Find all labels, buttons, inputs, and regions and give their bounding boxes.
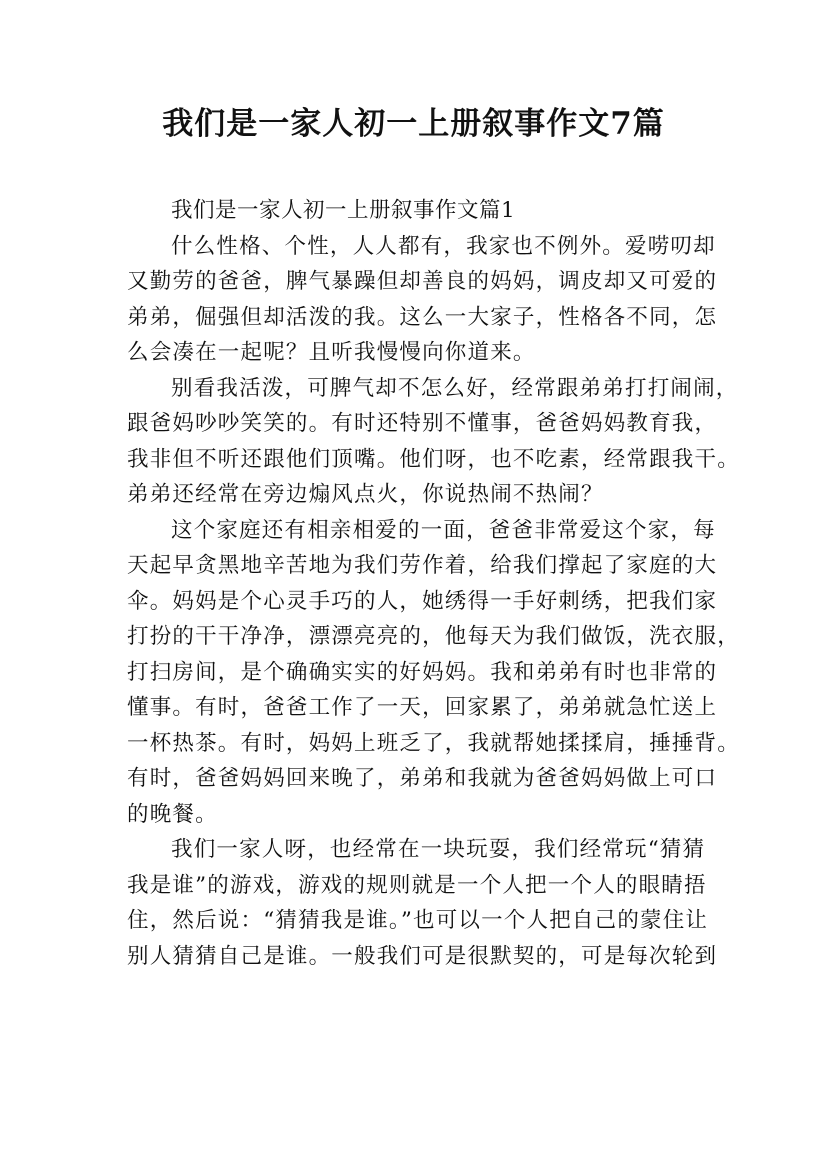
paragraph-line: 有时，爸爸妈妈回来晚了，弟弟和我就为爸爸妈妈做上可口 [127, 766, 718, 791]
paragraph-line: 又勤劳的爸爸，脾气暴躁但却善良的妈妈，调皮却又可爱的 [127, 269, 718, 294]
paragraph-line: 这个家庭还有相亲相爱的一面，爸爸非常爱这个家，每 [171, 517, 716, 543]
paragraph-line: 弟弟还经常在旁边煽风点火，你说热闹不热闹？ [127, 482, 604, 507]
paragraph-line: 我们一家人呀，也经常在一块玩耍，我们经常玩“猜猜 [171, 837, 706, 862]
paragraph-line: 跟爸妈吵吵笑笑的。有时还特别不懂事，爸爸妈妈教育我， [127, 411, 718, 436]
document-body [127, 193, 740, 974]
paragraph-line: 什么性格、个性，人人都有，我家也不例外。爱唠叨却 [171, 233, 716, 259]
section-heading: 我们是一家人初一上册叙事作文篇1 [171, 198, 516, 223]
paragraph-line: 弟弟，倔强但却活泼的我。这么一大家子，性格各不同，怎 [127, 304, 718, 330]
paragraph-line: 懂事。有时，爸爸工作了一天，回家累了，弟弟就急忙送上 [127, 695, 718, 720]
paragraph-line: 天起早贪黑地辛苦地为我们劳作着，给我们撑起了家庭的大 [127, 553, 718, 578]
paragraph-line: 我非但不听还跟他们顶嘴。他们呀，也不吃素，经常跟我干。 [127, 446, 740, 472]
paragraph-line: 打扮的干干净净，漂漂亮亮的，他每天为我们做饭，洗衣服， [127, 624, 740, 649]
paragraph-line: 打扫房间，是个确确实实的好妈妈。我和弟弟有时也非常的 [127, 659, 718, 685]
paragraph-line: 我是谁”的游戏，游戏的规则就是一个人把一个人的眼睛捂 [127, 872, 707, 898]
paragraph-line: 别人猜猜自己是谁。一般我们可是很默契的，可是每次轮到 [127, 943, 718, 969]
paragraph-line: 一杯热茶。有时，妈妈上班乏了，我就帮她揉揉肩，捶捶背。 [127, 730, 740, 756]
paragraph-line: 住，然后说：“猜猜我是谁。”也可以一个人把自己的蒙住让 [127, 908, 709, 933]
paragraph-line: 的晚餐。 [127, 801, 218, 827]
paragraph-line: 别看我活泼，可脾气却不怎么好，经常跟弟弟打打闹闹， [171, 375, 739, 401]
paragraph-line: 么会凑在一起呢？且听我慢慢向你道来。 [127, 340, 536, 365]
document-title: 我们是一家人初一上册叙事作文7篇 [162, 106, 665, 142]
paragraph-line: 伞。妈妈是个心灵手巧的人，她绣得一手好刺绣，把我们家 [127, 588, 718, 614]
